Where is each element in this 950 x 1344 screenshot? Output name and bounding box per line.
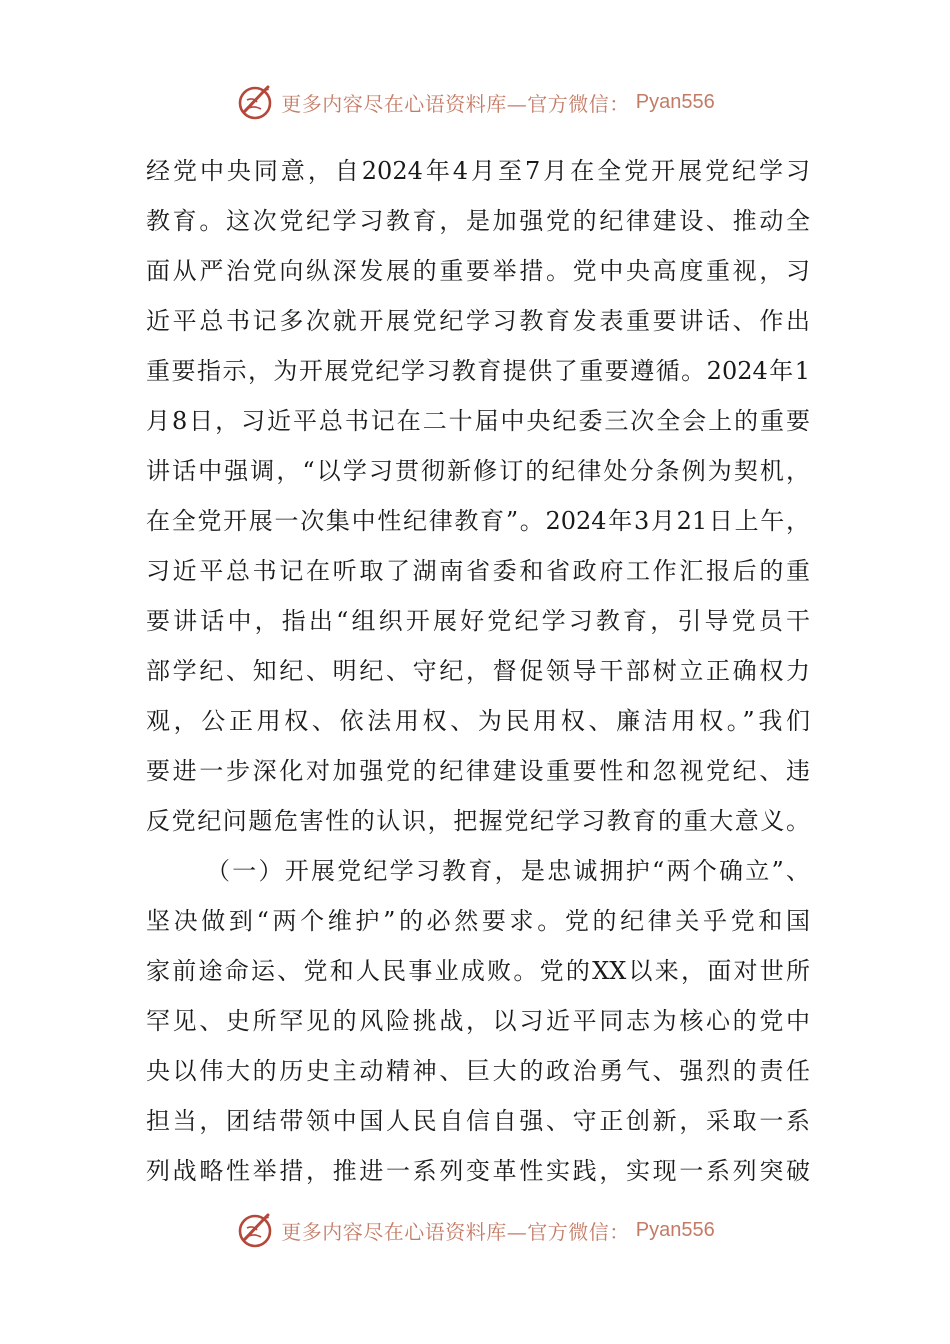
- header-promo-text: 更多内容尽在心语资料库—官方微信：: [281, 91, 630, 116]
- text-line: 反党纪问题危害性的认识，把握党纪学习教育的重大意义。: [146, 807, 810, 835]
- text-line: 在全党开展一次集中性纪律教育”。2024年3月21日上午，: [146, 507, 810, 535]
- text-line: 重要指示，为开展党纪学习教育提供了重要遵循。2024年1: [146, 357, 810, 385]
- text-line: 罕见、史所罕见的风险挑战，以习近平同志为核心的党中: [146, 1007, 810, 1035]
- text-line: 部学纪、知纪、明纪、守纪，督促领导干部树立正确权力: [146, 657, 810, 685]
- text-line: 担当，团结带领中国人民自信自强、守正创新，采取一系: [146, 1107, 810, 1135]
- document-body: [146, 146, 810, 1196]
- header-watermark-banner: [0, 78, 950, 126]
- text-line: 观，公正用权、依法用权、为民用权、廉洁用权。”我们: [146, 707, 810, 735]
- text-line: 教育。这次党纪学习教育，是加强党的纪律建设、推动全: [146, 207, 810, 235]
- text-line: 面从严治党向纵深发展的重要举措。党中央高度重视，习: [146, 257, 810, 285]
- footer-watermark-banner: [0, 1206, 950, 1254]
- text-line: 近平总书记多次就开展党纪学习教育发表重要讲话、作出: [146, 307, 810, 335]
- text-line: 经党中央同意，自2024年4月至7月在全党开展党纪学习: [146, 157, 810, 185]
- text-line: 讲话中强调，“以学习贯彻新修订的纪律处分条例为契机，: [146, 457, 810, 485]
- text-line: 月8日，习近平总书记在二十届中央纪委三次全会上的重要: [146, 407, 810, 435]
- text-line: 要讲话中，指出“组织开展好党纪学习教育，引导党员干: [146, 607, 810, 635]
- text-line: 家前途命运、党和人民事业成败。党的XX以来，面对世所: [146, 957, 810, 985]
- footer-promo-text: 更多内容尽在心语资料库—官方微信：: [281, 1219, 630, 1244]
- footer-wechat-id: Pyan556: [635, 1218, 715, 1241]
- text-line: 央以伟大的历史主动精神、巨大的政治勇气、强烈的责任: [146, 1057, 810, 1085]
- pen-logo-icon: [235, 1210, 275, 1250]
- text-line: 要进一步深化对加强党的纪律建设重要性和忽视党纪、违: [146, 757, 810, 785]
- text-line: 坚决做到“两个维护”的必然要求。党的纪律关乎党和国: [146, 907, 810, 935]
- header-wechat-id: Pyan556: [635, 90, 715, 113]
- text-line: 列战略性举措，推进一系列变革性实践，实现一系列突破: [146, 1157, 810, 1185]
- text-line: 习近平总书记在听取了湖南省委和省政府工作汇报后的重: [146, 557, 810, 585]
- pen-logo-icon: [235, 82, 275, 122]
- section-heading-line: （一）开展党纪学习教育，是忠诚拥护“两个确立”、: [206, 857, 810, 885]
